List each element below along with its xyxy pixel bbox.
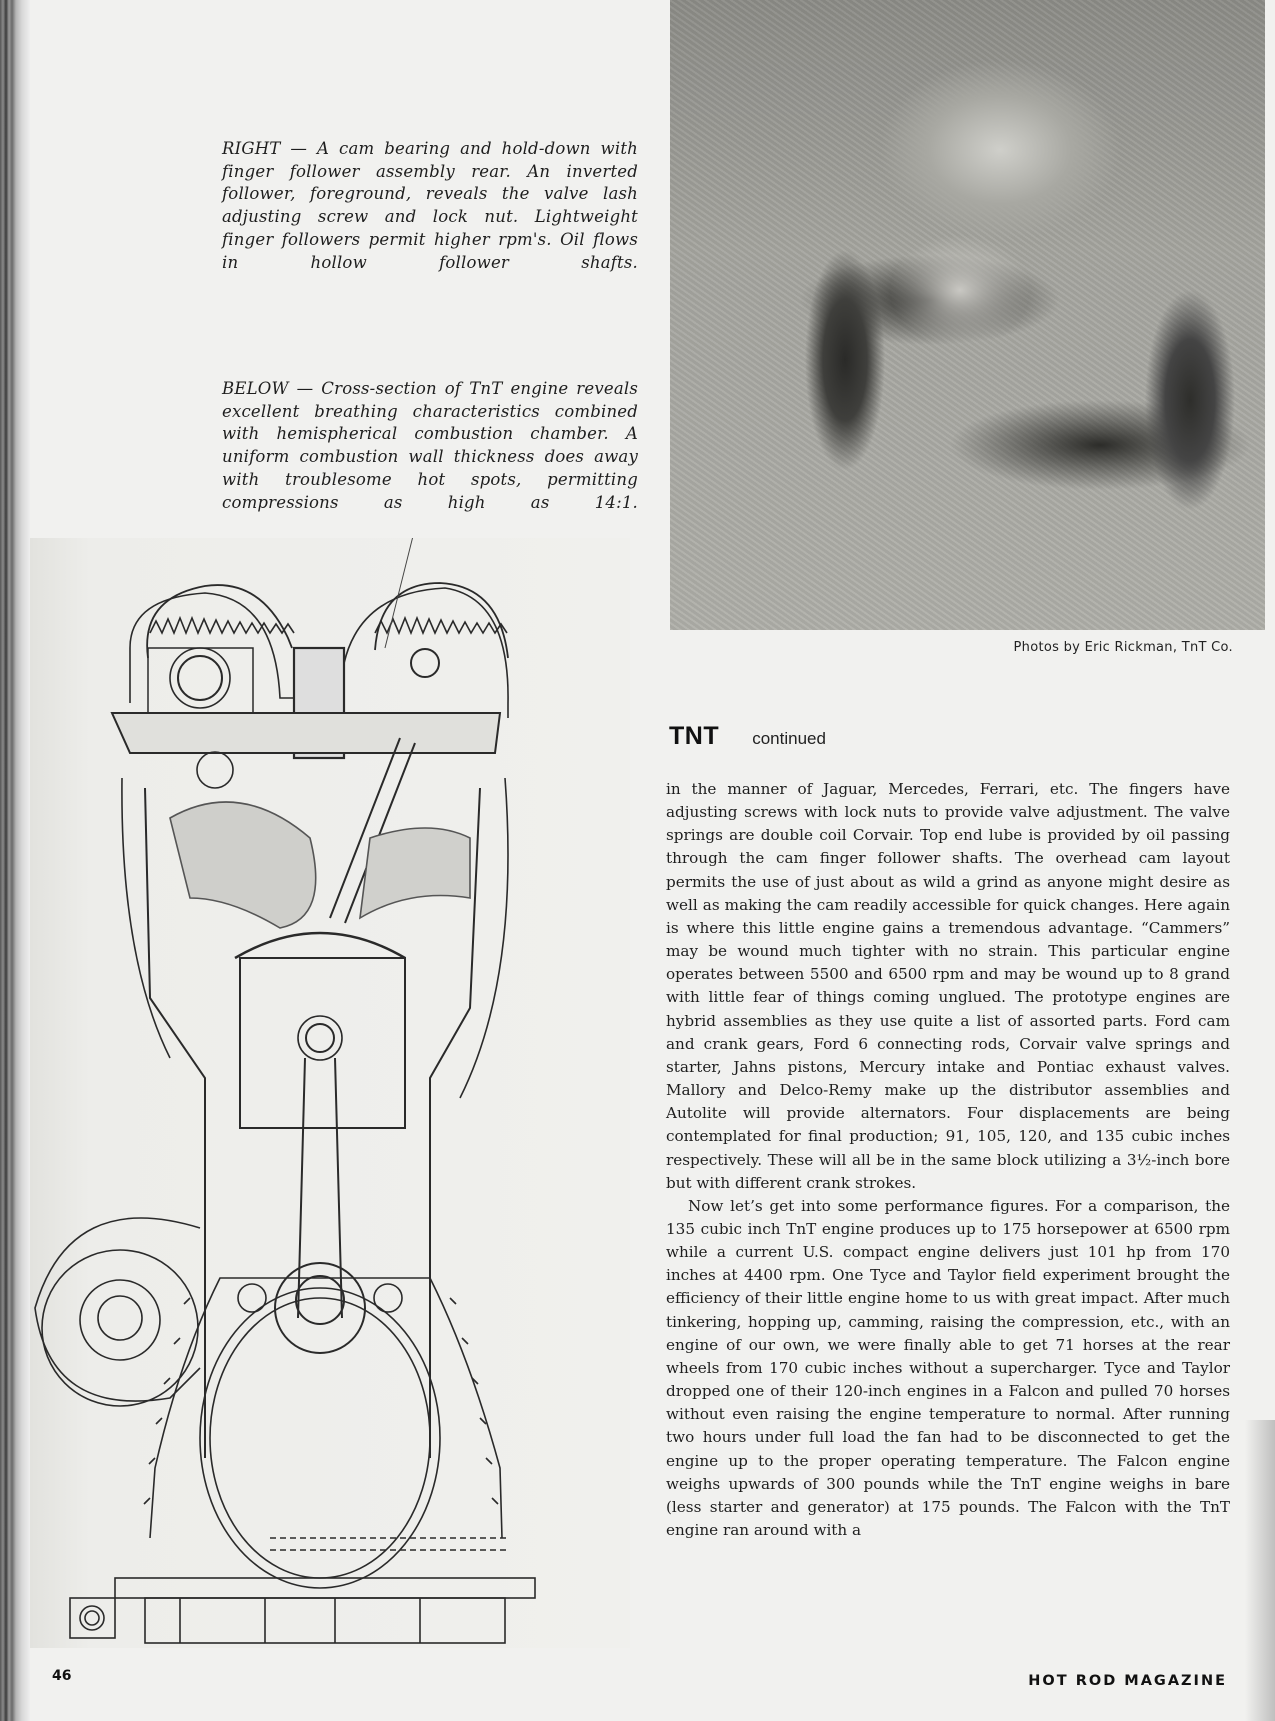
caption-below-text: BELOW — Cross-section of TnT engine reveals excellent breathing characteristics combined with hemispherical combustion chamber. A uniform combustion wall thickness does away with troublesome hot spots, permitting compressions as high as 14:1. xyxy=(222,379,638,512)
caption-below xyxy=(222,378,638,514)
pulley-hub xyxy=(98,1296,142,1340)
article-header xyxy=(669,722,826,751)
intake-port xyxy=(170,802,316,928)
piston xyxy=(240,958,405,1128)
engine-cross-section-drawing xyxy=(30,538,630,1648)
water-pump-housing xyxy=(35,1218,200,1401)
oil-pan xyxy=(145,1598,505,1643)
page-number: 46 xyxy=(52,1668,72,1684)
right-gear-teeth xyxy=(375,618,507,633)
wrist-pin xyxy=(306,1024,334,1052)
cylinder-head xyxy=(112,713,500,753)
article-title: TNT xyxy=(669,722,720,750)
crankcase-ribs-right xyxy=(450,1298,498,1504)
article-paragraph: in the manner of Jaguar, Mercedes, Ferrari, etc. The fingers have adjusting screws with lock nuts to provide valve adjustment. The valve springs are double coil Corvair. Top end lube is provided by oil passing through the cam finger follower shafts. The overhead cam layout permits the use of just about as wild a grind as anyone might desire as well as making the cam readily accessible for quick changes. Here again is where this little engine gains a tremendous advantage. “Cammers” may be wound much tighter with no strain. This particular engine operates between 5500 and 6500 rpm and may be wound up to 8 grand with little fear of things coming unglued. The prototype engines are hybrid assemblies as they use quite a list of assorted parts. Ford cam and crank gears, Ford 6 connecting rods, Corvair valve springs and starter, Jahns pistons, Mercury intake and Pontiac exhaust valves. Mallory and Delco-Remy make up the distributor assemblies and Autolite will provide alternators. Four displacements are being contemplated for final production; 91, 105, 120, and 135 cubic inches respectively. These will all be in the same block utilizing a 3½-inch bore but with different crank strokes. xyxy=(666,780,1230,1192)
caption-right xyxy=(222,138,638,274)
magazine-binding-edge xyxy=(0,0,30,1721)
page-edge-shadow xyxy=(1245,1420,1275,1721)
caption-right-text: RIGHT — A cam bearing and hold-down with finger follower assembly rear. An inverted follower, foreground, reveals the valve lash adjusting screw and lock nut. Lightweight finger followers permit higher rpm's. Oil flows in hollow follower shafts. xyxy=(222,139,638,272)
pulley-outer xyxy=(42,1250,198,1406)
pulley-mid xyxy=(80,1280,160,1360)
combustion-chamber xyxy=(235,933,405,958)
cam-follower-photo xyxy=(670,0,1265,630)
left-gear-teeth xyxy=(150,618,294,633)
outer-casing-right xyxy=(460,778,508,1098)
connecting-rod xyxy=(298,1058,342,1318)
magazine-name: HOT ROD MAGAZINE xyxy=(1028,1673,1227,1689)
article-continued-label: continued xyxy=(752,729,826,748)
exhaust-port xyxy=(360,828,470,918)
dipstick-boss xyxy=(70,1598,115,1638)
article-body xyxy=(666,778,1230,1542)
photo-credit: Photos by Eric Rickman, TnT Co. xyxy=(1013,640,1233,655)
article-paragraph: Now let’s get into some performance figures. For a comparison, the 135 cubic inch TnT engine produces up to 175 horsepower at 6500 rpm while a current U.S. compact engine delivers just 101 hp from 170 inches at 4400 rpm. One Tyce and Taylor field experiment brought the efficiency of their little engine home to us with great impact. After much tinkering, hopping up, camming, raising the compression, etc., with an engine of our own, we were finally able to get 71 horses at the rear wheels from 170 cubic inches without a supercharger. Tyce and Taylor dropped one of their 120-inch engines in a Falcon and pulled 70 horses without even raising the engine temperature to normal. After running two hours under full load the fan had to be disconnected to get the engine up to the proper operating temperature. The Falcon engine weighs upwards of 300 pounds while the TnT engine weighs in bare (less starter and generator) at 175 pounds. The Falcon with the TnT engine ran around with a xyxy=(666,1196,1230,1539)
left-camshaft xyxy=(178,656,222,700)
crank-bore xyxy=(200,1288,440,1588)
right-cam-lobe xyxy=(411,649,439,677)
main-bolt xyxy=(270,1538,510,1550)
